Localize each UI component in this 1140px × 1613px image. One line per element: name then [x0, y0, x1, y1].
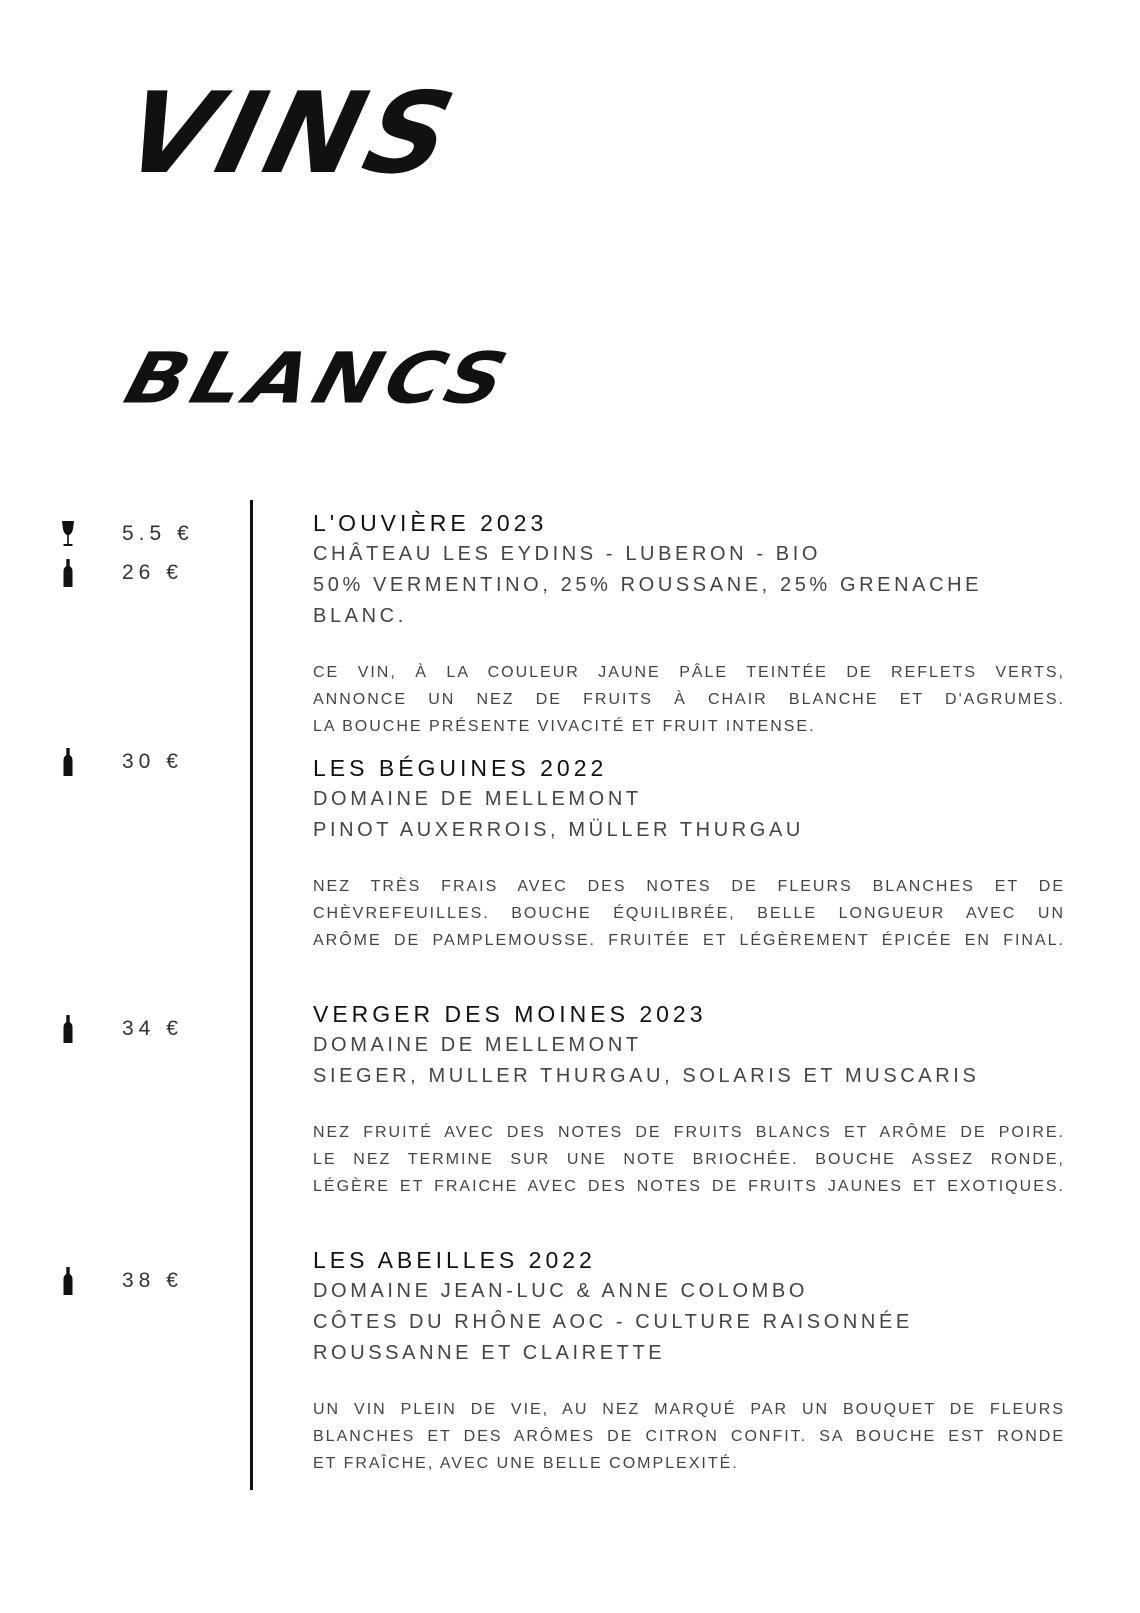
wine-grapes: PINOT AUXERROIS, MÜLLER THURGAU — [313, 819, 804, 841]
wine-description — [313, 1396, 1065, 1477]
wine-entry — [313, 752, 1065, 954]
price-bottle: 30 € — [122, 750, 183, 773]
description-line: LÉGÈRE ET FRAICHE AVEC DES NOTES DE FRUITS JAUNES ET EXOTIQUES. — [313, 1178, 1065, 1195]
description-line: LA BOUCHE PRÉSENTE VIVACITÉ ET FRUIT INTENSE. — [313, 718, 816, 735]
description-line: ANNONCE UN NEZ DE FRUITS À CHAIR BLANCHE ET D'AGRUMES. — [313, 691, 1065, 708]
description-line: CHÈVREFEUILLES. BOUCHE ÉQUILIBRÉE, BELLE LONGUEUR AVEC UN — [313, 905, 1065, 922]
wine-entry — [313, 1244, 1065, 1477]
wine-producer: DOMAINE DE MELLEMONT — [313, 1034, 642, 1056]
wine-grapes: ROUSSANNE ET CLAIRETTE — [313, 1342, 666, 1364]
wine-producer: CHÂTEAU LES EYDINS - LUBERON - BIO — [313, 543, 822, 565]
price-row-bottle — [60, 747, 183, 777]
wine-entry — [313, 507, 1065, 740]
description-line: UN VIN PLEIN DE VIE, AU NEZ MARQUÉ PAR UN BOUQUET DE FLEURS — [313, 1401, 1065, 1418]
wine-name: LES ABEILLES 2022 — [313, 1247, 596, 1273]
wine-grapes: 50% VERMENTINO, 25% ROUSSANE, 25% GRENACHE BLANC. — [313, 574, 983, 627]
price-row-bottle — [60, 558, 183, 588]
wine-producer: DOMAINE DE MELLEMONT — [313, 788, 642, 810]
price-bottle: 38 € — [122, 1269, 183, 1292]
wine-entry — [313, 998, 1065, 1200]
wine-grapes: SIEGER, MULLER THURGAU, SOLARIS ET MUSCARIS — [313, 1065, 980, 1087]
description-line: ET FRAÎCHE, AVEC UNE BELLE COMPLEXITÉ. — [313, 1455, 739, 1472]
price-row-glass — [60, 519, 194, 549]
price-glass: 5.5 € — [122, 522, 194, 545]
wine-bottle-icon — [60, 1267, 76, 1295]
wine-bottle-icon — [60, 559, 76, 587]
wine-producer: DOMAINE JEAN-LUC & ANNE COLOMBO — [313, 1280, 808, 1302]
price-row-bottle — [60, 1266, 183, 1296]
price-bottle: 34 € — [122, 1017, 183, 1040]
wine-bottle-icon — [60, 1015, 76, 1043]
wine-name: L'OUVIÈRE 2023 — [313, 510, 548, 536]
wine-description — [313, 873, 1065, 954]
price-row-bottle — [60, 1014, 183, 1044]
wine-description — [313, 1119, 1065, 1200]
description-line: LE NEZ TERMINE SUR UNE NOTE BRIOCHÉE. BOUCHE ASSEZ RONDE, — [313, 1151, 1065, 1168]
price-bottle: 26 € — [122, 561, 183, 584]
description-line: CE VIN, À LA COULEUR JAUNE PÂLE TEINTÉE DE REFLETS VERTS, — [313, 664, 1065, 681]
wine-name: LES BÉGUINES 2022 — [313, 755, 608, 781]
section-title: BLANCS — [116, 338, 522, 420]
wine-appellation: CÔTES DU RHÔNE AOC - CULTURE RAISONNÉE — [313, 1311, 913, 1333]
wine-name: VERGER DES MOINES 2023 — [313, 1001, 707, 1027]
description-line: ARÔME DE PAMPLEMOUSSE. FRUITÉE ET LÉGÈREMENT ÉPICÉE EN FINAL. — [313, 932, 1065, 949]
description-line: NEZ TRÈS FRAIS AVEC DES NOTES DE FLEURS BLANCHES ET DE — [313, 878, 1065, 895]
page-title: VINS — [111, 69, 471, 199]
description-line: NEZ FRUITÉ AVEC DES NOTES DE FRUITS BLANCS ET ARÔME DE POIRE. — [313, 1124, 1065, 1141]
wine-bottle-icon — [60, 748, 76, 776]
vertical-divider — [250, 500, 253, 1490]
wine-glass-icon — [60, 520, 76, 548]
wine-description — [313, 659, 1065, 740]
description-line: BLANCHES ET DES ARÔMES DE CITRON CONFIT. SA BOUCHE EST RONDE — [313, 1428, 1065, 1445]
